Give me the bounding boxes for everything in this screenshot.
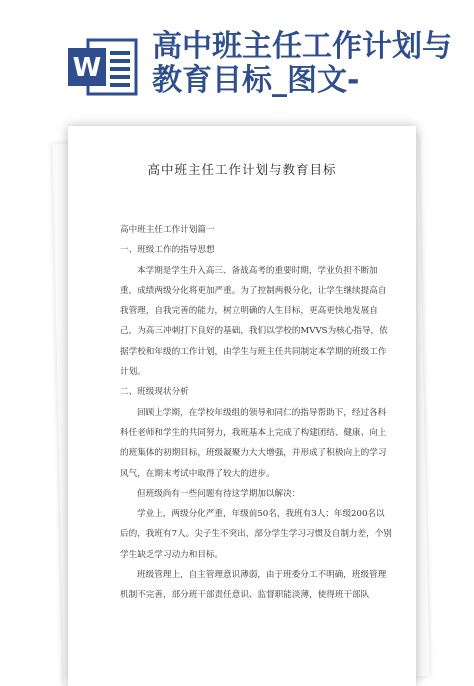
body-paragraph: 学业上，两级分化严重，年级前50名，我班有3人；年级200名以后的，我班有7人。尖子生不突出，部分学生学习习惯及自制力差，个别学生缺乏学习动力和目标。 (120, 509, 392, 560)
banner-title: 高中班主任工作计划与教育目标_图文- (152, 29, 452, 98)
word-icon-letter: W (72, 53, 102, 83)
body-paragraph: 本学期是学生升入高三、备战高考的重要时期，学业负担不断加重，成绩两级分化将更加严重。为了控制两极分化，让学生继续提高自我管理，自我完善的能力，树立明确的人生目标，更高更快地发展自己，为高三冲刺打下良好的基础，我们以学校的MVVS为核心指导，依据学校和年级的工作计划，由学生与班主任共同制定本学期的班级工作计划。 (120, 265, 388, 378)
body-paragraph: 班级管理上，自主管理意识薄弱，由于班委分工不明确，班级管理机制不完善，部分班干部责任意识、监督职能淡薄，使得班干部队 (120, 570, 387, 601)
document-body (120, 220, 392, 606)
body-paragraph: 回顾上学期，在学校年级组的领导和同仁的指导帮助下，经过各科科任老师和学生的共同努力，我班基本上完成了构建团结、健康、向上的班集体的初期目标，班级凝聚力大大增强，并形成了积极向上的学习风气，在期末考试中取得了较大的进步。 (120, 407, 387, 479)
section-heading: 高中班主任工作计划篇一 (120, 225, 215, 235)
document-title: 高中班主任工作计划与教育目标 (147, 162, 337, 177)
document-banner (0, 0, 474, 118)
subsection-heading: 一、班级工作的指导思想 (120, 245, 215, 256)
word-document-icon (66, 38, 138, 96)
document-page (68, 126, 416, 686)
subsection-heading: 二、班级现状分析 (120, 387, 189, 398)
body-paragraph: 但班级尚有一些问题有待这学期加以解决： (137, 488, 301, 499)
